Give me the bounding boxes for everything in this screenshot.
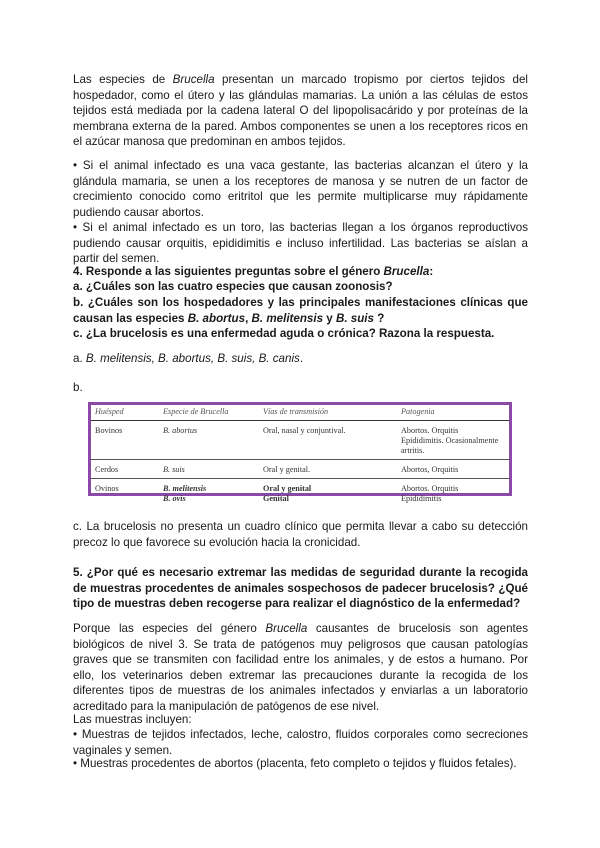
bullet-bull: • Si el animal infectado es un toro, las bacterias llegan a los órganos reproductivos pudiendo causar orquitis, epididimitis e incluso infertilidad. Las bacterias se aíslan a partir del semen. [73, 221, 528, 266]
q4-heading-colon: : [429, 265, 434, 278]
pathogenesis-line: Epididimitis [401, 494, 442, 503]
species-line: B. melitensis [163, 484, 207, 493]
table-cell-species [159, 479, 259, 508]
q4b-text: b. ¿Cuáles son los hospedadores y las principales manifestaciones clínicas que causan las especies [73, 296, 528, 325]
table-header-transmission: Vías de transmisión [259, 405, 397, 421]
answer-4c: c. La brucelosis no presenta un cuadro clínico que permita llevar a cabo su detección precoz lo que favorece su evolución hacia la cronicidad. [73, 520, 528, 549]
question-4b [73, 295, 528, 326]
answer-5-text-start: Porque las especies del género [73, 622, 266, 635]
table-cell-route [259, 421, 397, 460]
samples-intro: Las muestras incluyen: [73, 713, 192, 726]
question-5-heading: 5. ¿Por qué es necesario extremar las medidas de seguridad durante la recogida de muestras procedentes de animales sospechosos de padecer brucelosis? ¿Qué tipo de muestras deben recogerse para realizar el diagnóstico de la enfermedad? [73, 566, 528, 611]
pathogenesis-line: Abortos. Orquitis [401, 426, 459, 435]
answer-4b-label: b. [73, 381, 83, 394]
table-cell-host: Cerdos [91, 460, 159, 479]
table-row [91, 460, 509, 479]
table-cell-host: Ovinos [95, 484, 119, 493]
species-line: B. ovis [163, 494, 186, 503]
table-row [91, 479, 509, 508]
route-line: Oral y genital. [263, 465, 311, 474]
intro-text-rest: presentan un marcado tropismo por ciertos tejidos del hospedador, como el útero y las glándulas mamarias. La unión a las células de estos tejidos está mediada por la cadena lateral O del lipopolisacárido y por proteínas de la membrana externa de la pared. Ambos componentes se unen a los receptores ricos en el azúcar manosa que predominan en ambos tejidos. [73, 73, 528, 149]
q4b-end: ? [373, 311, 385, 325]
q4b-sep1: , [245, 311, 252, 325]
question-4a: a. ¿Cuáles son las cuatro especies que causan zoonosis? [73, 280, 393, 293]
q4b-species-suis: B. suis [335, 311, 374, 325]
table-cell-route [259, 460, 397, 479]
answer-5-text-rest: causantes de brucelosis son agentes biológicos de nivel 3. Se trata de patógenos muy peligrosos que causan patologías graves que se transmiten con facilidad entre los animales, y de estos a humano. Por ello, los veterinarios deben extremar las precauciones durante la recogida de los diferentes tipos de muestras de los animales infectados y enviarlas a un laboratorio acreditado para la manipulación de patógenos de ese nivel. [73, 622, 528, 713]
q4-genus: Brucella [383, 265, 430, 278]
q4b-species-abortus: B. abortus [187, 311, 246, 325]
q4-heading-text: 4. Responde a las siguientes preguntas sobre el género [73, 265, 384, 278]
species-line: B. abortus [163, 426, 198, 435]
answer-4a-species: B. melitensis, B. abortus, B. suis, B. canis [85, 352, 300, 365]
question-4c: c. ¿La brucelosis es una enfermedad aguda o crónica? Razona la respuesta. [73, 327, 495, 340]
table-cell-species [159, 421, 259, 460]
answer-4a-label: a. [73, 352, 86, 365]
pathogenesis-line: Abortos, Orquitis [401, 465, 459, 474]
question-4-heading [73, 264, 528, 280]
route-line: Oral, nasal y conjuntival. [263, 426, 346, 435]
q4b-sep2: y [323, 311, 336, 325]
route-line: Oral y genital [263, 484, 312, 493]
table-cell-pathogenesis [397, 479, 509, 508]
route-line: Genital [263, 494, 289, 503]
answer-4a-end: . [299, 352, 304, 365]
sample-bullet-tissues: • Muestras de tejidos infectados, leche, calostro, fluidos corporales como secreciones vaginales y semen. [73, 728, 528, 757]
species-line: B. suis [163, 465, 185, 474]
q4b-species-melitensis: B. melitensis [251, 311, 324, 325]
intro-text-start: Las especies de [73, 73, 173, 86]
brucella-table [88, 402, 512, 503]
answer-5-paragraph [73, 621, 528, 715]
sample-bullet-abortions: • Muestras procedentes de abortos (placenta, feto completo o tejidos y fluidos fetales). [73, 757, 517, 770]
table-header-pathogenesis: Patogenia [397, 405, 509, 421]
table-row [91, 421, 509, 460]
pathogenesis-line: Abortos. Orquitis [401, 484, 459, 493]
answer-5-genus: Brucella [265, 622, 308, 635]
table-cell-pathogenesis [397, 460, 509, 479]
table-cell-pathogenesis [397, 421, 509, 460]
pathogenesis-line: Epididimitis. Ocasionalmente artritis. [401, 436, 499, 455]
table-cell-route [259, 479, 397, 508]
table-cell-species [159, 460, 259, 479]
genus-name: Brucella [172, 73, 215, 86]
table-header-host: Huésped [91, 405, 159, 421]
intro-paragraph [73, 72, 528, 150]
answer-4a [73, 351, 528, 367]
bullet-cow: • Si el animal infectado es una vaca gestante, las bacterias alcanzan el útero y la glándula mamaria, se unen a los receptores de manosa y se nutren de un factor de crecimiento conocido como eritritol que les permite multiplicarse muy rápidamente pudiendo causar abortos. [73, 159, 528, 219]
table-cell-host: Bovinos [91, 421, 159, 460]
table-header-species: Especie de Brucella [159, 405, 259, 421]
